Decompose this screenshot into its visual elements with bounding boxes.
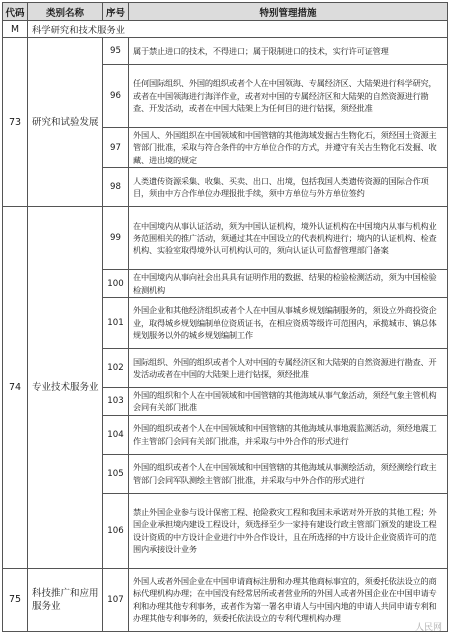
item-number: 95 xyxy=(103,38,129,65)
item-number: 101 xyxy=(103,298,129,349)
header-category: 类别名称 xyxy=(28,3,103,21)
item-measure: 在中国境内从事向社会出具具有证明作用的数据、结果的检验检测活动，须为中国检验检测机构 xyxy=(129,270,448,298)
group-category: 专业技术服务业 xyxy=(28,207,103,569)
section-title: 科学研究和技术服务业 xyxy=(28,21,448,38)
item-number: 99 xyxy=(103,207,129,270)
group-code: 74 xyxy=(3,207,28,569)
table-row xyxy=(3,38,448,65)
special-measures-table xyxy=(2,2,448,632)
item-measure: 在中国境内从事认证活动，须为中国认证机构，境外认证机构在中国境内从事与机构业务范围相关的推广活动，须通过其在中国设立的代表机构进行；境内的认证机构、检查机构、实验室取得境外认可机构认可的，须向认证认可监督管理部门备案 xyxy=(129,207,448,270)
item-number: 98 xyxy=(103,168,129,207)
item-measure: 外国人、外国组织在中国领域和中国管辖的其他海域发掘古生物化石，须经国土资源主管部门批准，采取与符合条件的中方单位合作的方式，并遵守有关古生物化石发掘、收藏、进出境的规定 xyxy=(129,128,448,168)
item-measure: 外国企业和其他经济组织或者个人在中国从事城乡规划编制服务的，须设立外商投资企业，取得城乡规划编制单位资质证书，在相应资质等级许可范围内，承揽城市、镇总体规划服务以外的城乡规划编制工作 xyxy=(129,298,448,349)
item-measure: 人类遗传资源采集、收集、买卖、出口、出境，包括我国人类遗传资源的国际合作项目，须由中方合作单位办理报批手续，须中方单位与外方单位签约 xyxy=(129,168,448,207)
group-category: 研究和试验发展 xyxy=(28,38,103,207)
item-number: 103 xyxy=(103,388,129,416)
watermark-logo: 人民网 xyxy=(414,623,442,633)
table-row xyxy=(3,568,448,631)
item-number: 102 xyxy=(103,349,129,388)
item-number: 106 xyxy=(103,493,129,568)
section-row xyxy=(3,21,448,38)
item-measure: 任何国际组织、外国的组织或者个人在中国领海、专属经济区、大陆架进行科学研究，或者在中国领海进行海洋作业，或者对中国的专属经济区和大陆架的自然资源进行勘查、开发活动，或者在中国大陆架上为任何目的进行钻探，须经批准 xyxy=(129,65,448,128)
item-measure: 属于禁止进口的技术，不得进口；属于限制进口的技术，实行许可证管理 xyxy=(129,38,448,65)
item-measure: 外国的组织或者个人在中国领域和中国管辖的其他海域从事测绘活动，须经测绘行政主管部门会同军队测绘主管部门批准，并采取与中外合作的形式进行 xyxy=(129,454,448,493)
item-measure: 国际组织、外国的组织或者个人对中国的专属经济区和大陆架的自然资源进行勘查、开发活动或者在中国的大陆架上进行钻探，须经批准 xyxy=(129,349,448,388)
group-category: 科技推广和应用服务业 xyxy=(28,568,103,631)
group-code: 73 xyxy=(3,38,28,207)
item-measure: 外国的组织和个人在中国领域和中国管辖的其他海域从事气象活动，须经气象主管机构会同有关部门批准 xyxy=(129,388,448,416)
header-measures: 特别管理措施 xyxy=(129,3,448,21)
table-header-row xyxy=(3,3,448,21)
table-row xyxy=(3,207,448,270)
section-code: M xyxy=(3,21,28,38)
item-number: 107 xyxy=(103,568,129,631)
item-number: 105 xyxy=(103,454,129,493)
item-measure: 外国的组织或者个人在中国领域和中国管辖的其他海域从事地震监测活动，须经地震工作主管部门会同有关部门批准，并采取与中外合作的形式进行 xyxy=(129,415,448,454)
item-measure: 禁止外国企业参与设计保密工程、抢险救灾工程和我国未承诺对外开放的其他工程；外国企业承担境内建设工程设计，须选择至少一家持有建设行政主管部门颁发的建设工程设计资质的中方设计企业进行中外合作设计，且在所选择的中方设计企业资质许可的范围内承接设计业务 xyxy=(129,493,448,568)
item-number: 97 xyxy=(103,128,129,168)
group-code: 75 xyxy=(3,568,28,631)
item-number: 100 xyxy=(103,270,129,298)
item-number: 96 xyxy=(103,65,129,128)
item-measure: 外国人或者外国企业在中国申请商标注册和办理其他商标事宜的，须委托依法设立的商标代理机构办理；在中国没有经常居所或者营业所的外国人或者外国企业在中国申请专利和办理其他专利事务，或者作为第一署名申请人与中国内地的申请人共同申请专利和办理其他专利事务的，须委托依法设立的专利代理机构办理 xyxy=(129,568,448,631)
item-number: 104 xyxy=(103,415,129,454)
header-number: 序号 xyxy=(103,3,129,21)
header-code: 代码 xyxy=(3,3,28,21)
